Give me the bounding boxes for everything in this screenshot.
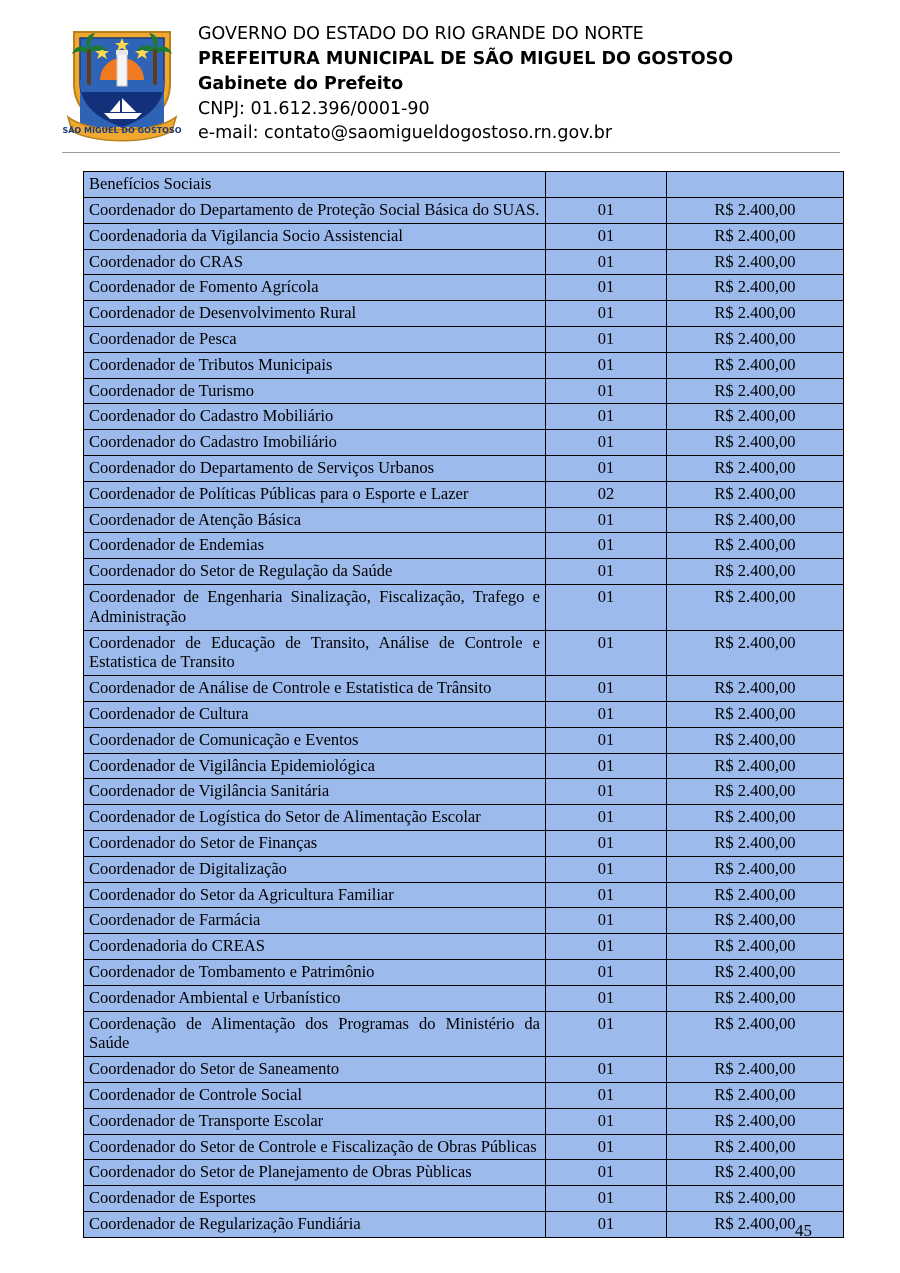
cell-salary: R$ 2.400,00 bbox=[667, 430, 844, 456]
table-row bbox=[84, 805, 844, 831]
cell-salary: R$ 2.400,00 bbox=[667, 1011, 844, 1057]
cell-quantity: 01 bbox=[546, 584, 667, 630]
cell-quantity: 01 bbox=[546, 779, 667, 805]
cell-quantity: 01 bbox=[546, 455, 667, 481]
table-row bbox=[84, 172, 844, 198]
table-row bbox=[84, 753, 844, 779]
cell-position-name: Benefícios Sociais bbox=[84, 172, 546, 198]
cell-position-name: Coordenador de Turismo bbox=[84, 378, 546, 404]
table-row bbox=[84, 455, 844, 481]
cell-salary: R$ 2.400,00 bbox=[667, 198, 844, 224]
cell-quantity: 01 bbox=[546, 301, 667, 327]
cell-salary: R$ 2.400,00 bbox=[667, 701, 844, 727]
cell-salary: R$ 2.400,00 bbox=[667, 584, 844, 630]
cell-salary: R$ 2.400,00 bbox=[667, 1108, 844, 1134]
cell-position-name: Coordenador do Cadastro Imobiliário bbox=[84, 430, 546, 456]
cell-quantity: 01 bbox=[546, 275, 667, 301]
cell-position-name: Coordenador de Transporte Escolar bbox=[84, 1108, 546, 1134]
cell-position-name: Coordenador de Esportes bbox=[84, 1186, 546, 1212]
cell-quantity: 01 bbox=[546, 882, 667, 908]
cell-quantity: 01 bbox=[546, 430, 667, 456]
cell-quantity: 01 bbox=[546, 378, 667, 404]
cell-quantity: 01 bbox=[546, 559, 667, 585]
table-row bbox=[84, 908, 844, 934]
table-row bbox=[84, 1186, 844, 1212]
cell-quantity: 01 bbox=[546, 507, 667, 533]
table-row bbox=[84, 404, 844, 430]
table-row bbox=[84, 959, 844, 985]
cell-salary bbox=[667, 172, 844, 198]
cell-quantity: 01 bbox=[546, 1108, 667, 1134]
cell-quantity: 01 bbox=[546, 1134, 667, 1160]
table-row bbox=[84, 1108, 844, 1134]
header-line-state: GOVERNO DO ESTADO DO RIO GRANDE DO NORTE bbox=[198, 24, 644, 44]
positions-table-container bbox=[0, 153, 900, 1237]
cell-salary: R$ 2.400,00 bbox=[667, 507, 844, 533]
header-text-block bbox=[182, 14, 733, 146]
table-row bbox=[84, 630, 844, 676]
cell-salary: R$ 2.400,00 bbox=[667, 856, 844, 882]
table-row bbox=[84, 1160, 844, 1186]
cell-quantity: 01 bbox=[546, 404, 667, 430]
table-row bbox=[84, 676, 844, 702]
cell-quantity: 01 bbox=[546, 676, 667, 702]
cell-quantity: 01 bbox=[546, 1186, 667, 1212]
cell-position-name: Coordenador do Departamento de Proteção Social Básica do SUAS. bbox=[84, 198, 546, 224]
cell-quantity: 01 bbox=[546, 701, 667, 727]
cell-quantity: 01 bbox=[546, 985, 667, 1011]
cell-quantity: 01 bbox=[546, 959, 667, 985]
header-line-office: Gabinete do Prefeito bbox=[198, 73, 404, 94]
cell-salary: R$ 2.400,00 bbox=[667, 1160, 844, 1186]
table-row bbox=[84, 779, 844, 805]
cell-salary: R$ 2.400,00 bbox=[667, 1134, 844, 1160]
cell-quantity: 01 bbox=[546, 223, 667, 249]
cell-position-name: Coordenador de Digitalização bbox=[84, 856, 546, 882]
cell-salary: R$ 2.400,00 bbox=[667, 779, 844, 805]
cell-salary: R$ 2.400,00 bbox=[667, 455, 844, 481]
cell-salary: R$ 2.400,00 bbox=[667, 727, 844, 753]
cell-position-name: Coordenador do Setor de Regulação da Saúde bbox=[84, 559, 546, 585]
cell-salary: R$ 2.400,00 bbox=[667, 630, 844, 676]
cell-salary: R$ 2.400,00 bbox=[667, 301, 844, 327]
cell-salary: R$ 2.400,00 bbox=[667, 533, 844, 559]
table-row bbox=[84, 830, 844, 856]
cell-quantity: 01 bbox=[546, 830, 667, 856]
cell-position-name: Coordenador de Análise de Controle e Estatistica de Trânsito bbox=[84, 676, 546, 702]
cell-salary: R$ 2.400,00 bbox=[667, 1057, 844, 1083]
cell-salary: R$ 2.400,00 bbox=[667, 985, 844, 1011]
table-row bbox=[84, 249, 844, 275]
cell-salary: R$ 2.400,00 bbox=[667, 404, 844, 430]
cell-salary: R$ 2.400,00 bbox=[667, 481, 844, 507]
cell-position-name: Coordenador do CRAS bbox=[84, 249, 546, 275]
cell-salary: R$ 2.400,00 bbox=[667, 830, 844, 856]
table-row bbox=[84, 701, 844, 727]
header-line-city: PREFEITURA MUNICIPAL DE SÃO MIGUEL DO GOSTOSO bbox=[198, 48, 734, 69]
table-row bbox=[84, 507, 844, 533]
table-row bbox=[84, 1057, 844, 1083]
table-row bbox=[84, 327, 844, 353]
cell-salary: R$ 2.400,00 bbox=[667, 882, 844, 908]
cell-quantity: 01 bbox=[546, 1211, 667, 1237]
cell-quantity: 01 bbox=[546, 533, 667, 559]
table-row bbox=[84, 1134, 844, 1160]
cell-salary: R$ 2.400,00 bbox=[667, 327, 844, 353]
table-row bbox=[84, 275, 844, 301]
cell-salary: R$ 2.400,00 bbox=[667, 1082, 844, 1108]
cell-quantity: 01 bbox=[546, 1011, 667, 1057]
table-row bbox=[84, 1082, 844, 1108]
cell-position-name: Coordenador de Fomento Agrícola bbox=[84, 275, 546, 301]
cell-salary: R$ 2.400,00 bbox=[667, 559, 844, 585]
cell-salary: R$ 2.400,00 bbox=[667, 1186, 844, 1212]
cell-salary: R$ 2.400,00 bbox=[667, 908, 844, 934]
positions-table bbox=[83, 171, 844, 1237]
cell-quantity: 01 bbox=[546, 856, 667, 882]
cell-position-name: Coordenador de Regularização Fundiária bbox=[84, 1211, 546, 1237]
cell-salary: R$ 2.400,00 bbox=[667, 275, 844, 301]
cell-position-name: Coordenador de Pesca bbox=[84, 327, 546, 353]
cell-position-name: Coordenador do Setor de Planejamento de Obras Pùblicas bbox=[84, 1160, 546, 1186]
cell-quantity: 01 bbox=[546, 1082, 667, 1108]
cell-position-name: Coordenador de Vigilância Sanitária bbox=[84, 779, 546, 805]
page-number: 45 bbox=[795, 1221, 812, 1240]
table-row bbox=[84, 1011, 844, 1057]
table-row bbox=[84, 584, 844, 630]
table-row bbox=[84, 934, 844, 960]
document-header bbox=[0, 0, 900, 146]
cell-position-name: Coordenador do Setor da Agricultura Familiar bbox=[84, 882, 546, 908]
cell-position-name: Coordenadoria da Vigilancia Socio Assistencial bbox=[84, 223, 546, 249]
cell-position-name: Coordenador do Departamento de Serviços Urbanos bbox=[84, 455, 546, 481]
cell-quantity: 01 bbox=[546, 630, 667, 676]
cell-position-name: Coordenador de Tombamento e Patrimônio bbox=[84, 959, 546, 985]
cell-position-name: Coordenador de Educação de Transito, Análise de Controle e Estatistica de Transito bbox=[84, 630, 546, 676]
table-row bbox=[84, 198, 844, 224]
cell-quantity: 01 bbox=[546, 753, 667, 779]
cell-position-name: Coordenador de Logística do Setor de Alimentação Escolar bbox=[84, 805, 546, 831]
cell-salary: R$ 2.400,00 bbox=[667, 1211, 844, 1237]
cell-quantity: 01 bbox=[546, 352, 667, 378]
cell-salary: R$ 2.400,00 bbox=[667, 753, 844, 779]
table-row bbox=[84, 352, 844, 378]
cell-salary: R$ 2.400,00 bbox=[667, 676, 844, 702]
positions-table-body bbox=[84, 172, 844, 1237]
cell-quantity bbox=[546, 172, 667, 198]
cell-position-name: Coordenador de Vigilância Epidemiológica bbox=[84, 753, 546, 779]
cell-salary: R$ 2.400,00 bbox=[667, 378, 844, 404]
cell-position-name: Coordenador de Políticas Públicas para o Esporte e Lazer bbox=[84, 481, 546, 507]
cell-position-name: Coordenador de Tributos Municipais bbox=[84, 352, 546, 378]
table-row bbox=[84, 985, 844, 1011]
cell-salary: R$ 2.400,00 bbox=[667, 805, 844, 831]
table-row bbox=[84, 1211, 844, 1237]
cell-quantity: 01 bbox=[546, 327, 667, 353]
header-line-cnpj: CNPJ: 01.612.396/0001-90 bbox=[198, 98, 430, 119]
cell-position-name: Coordenador de Cultura bbox=[84, 701, 546, 727]
cell-position-name: Coordenador de Farmácia bbox=[84, 908, 546, 934]
table-row bbox=[84, 481, 844, 507]
cell-quantity: 01 bbox=[546, 908, 667, 934]
table-row bbox=[84, 223, 844, 249]
cell-salary: R$ 2.400,00 bbox=[667, 959, 844, 985]
svg-text:SÃO MIGUEL DO GOSTOSO: SÃO MIGUEL DO GOSTOSO bbox=[62, 126, 182, 135]
cell-position-name: Coordenador do Setor de Finanças bbox=[84, 830, 546, 856]
cell-position-name: Coordenador do Setor de Controle e Fiscalização de Obras Públicas bbox=[84, 1134, 546, 1160]
header-line-email: e-mail: contato@saomigueldogostoso.rn.gov.br bbox=[198, 123, 613, 144]
cell-position-name: Coordenador de Comunicação e Eventos bbox=[84, 727, 546, 753]
cell-position-name: Coordenador de Desenvolvimento Rural bbox=[84, 301, 546, 327]
cell-salary: R$ 2.400,00 bbox=[667, 934, 844, 960]
coat-of-arms-icon bbox=[62, 18, 182, 143]
table-row bbox=[84, 882, 844, 908]
table-row bbox=[84, 559, 844, 585]
cell-position-name: Coordenadoria do CREAS bbox=[84, 934, 546, 960]
cell-salary: R$ 2.400,00 bbox=[667, 352, 844, 378]
cell-quantity: 01 bbox=[546, 1057, 667, 1083]
cell-salary: R$ 2.400,00 bbox=[667, 249, 844, 275]
cell-quantity: 01 bbox=[546, 727, 667, 753]
table-row bbox=[84, 378, 844, 404]
cell-quantity: 02 bbox=[546, 481, 667, 507]
cell-position-name: Coordenador de Controle Social bbox=[84, 1082, 546, 1108]
cell-position-name: Coordenador Ambiental e Urbanístico bbox=[84, 985, 546, 1011]
table-row bbox=[84, 430, 844, 456]
cell-quantity: 01 bbox=[546, 934, 667, 960]
table-row bbox=[84, 856, 844, 882]
table-row bbox=[84, 533, 844, 559]
cell-salary: R$ 2.400,00 bbox=[667, 223, 844, 249]
cell-position-name: Coordenador de Atenção Básica bbox=[84, 507, 546, 533]
table-row bbox=[84, 727, 844, 753]
cell-quantity: 01 bbox=[546, 1160, 667, 1186]
cell-position-name: Coordenação de Alimentação dos Programas do Ministério da Saúde bbox=[84, 1011, 546, 1057]
cell-quantity: 01 bbox=[546, 249, 667, 275]
cell-quantity: 01 bbox=[546, 198, 667, 224]
cell-position-name: Coordenador de Endemias bbox=[84, 533, 546, 559]
cell-position-name: Coordenador do Cadastro Mobiliário bbox=[84, 404, 546, 430]
table-row bbox=[84, 301, 844, 327]
cell-quantity: 01 bbox=[546, 805, 667, 831]
cell-position-name: Coordenador de Engenharia Sinalização, Fiscalização, Trafego e Administração bbox=[84, 584, 546, 630]
cell-position-name: Coordenador do Setor de Saneamento bbox=[84, 1057, 546, 1083]
